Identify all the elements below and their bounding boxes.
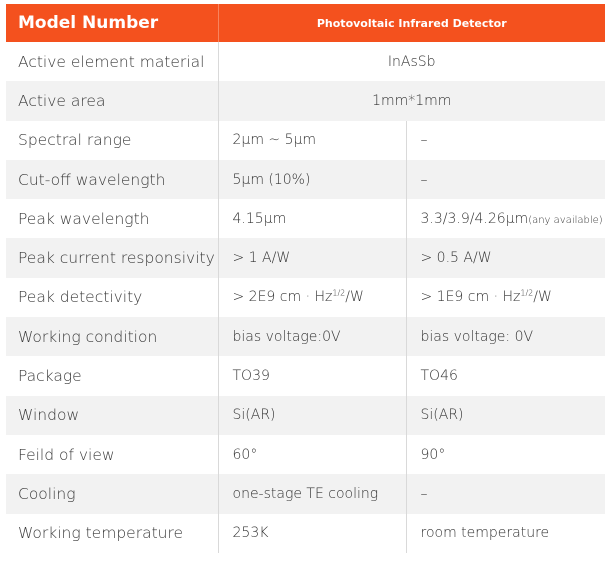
row-value-model-1: 4.15μm (218, 199, 406, 238)
detectivity-unit: /W (345, 289, 364, 306)
row-label: Active element material (6, 42, 218, 81)
row-label: Working temperature (6, 514, 218, 553)
table-row (6, 474, 605, 513)
row-value-model-1: bias voltage:0V (218, 317, 406, 356)
row-value-model-2 (406, 199, 605, 238)
row-value-model-2: – (420, 132, 428, 149)
table-row (6, 396, 605, 435)
table-row (6, 160, 605, 199)
row-label: Cooling (6, 474, 218, 513)
model-number-header: Model Number (6, 4, 218, 42)
row-value: 1mm*1mm (218, 81, 605, 120)
row-label: Window (6, 396, 218, 435)
table-row (6, 199, 605, 238)
table-row (6, 356, 605, 395)
row-label: Peak current responsivity (6, 238, 218, 277)
row-label: Cut-off wavelength (6, 160, 218, 199)
row-value-model-2: > 0.5 A/W (406, 238, 605, 277)
table-row (6, 42, 605, 81)
table-header (6, 4, 605, 42)
row-label: Peak detectivity (6, 278, 218, 317)
row-value-model-2: – (406, 474, 605, 513)
row-label: Peak wavelength (6, 199, 218, 238)
spec-table (6, 4, 605, 553)
product-title-header: Photovoltaic Infrared Detector (218, 4, 605, 42)
peak-wavelength-value: 3.3/3.9/4.26μm (420, 210, 529, 227)
row-value-model-2 (406, 278, 605, 317)
row-value-model-2: room temperature (420, 525, 550, 542)
row-value: InAsSb (387, 53, 436, 70)
row-value-model-2: bias voltage: 0V (406, 317, 605, 356)
row-value-model-2: TO46 (420, 368, 458, 385)
table-row (6, 81, 605, 120)
row-label: Active area (6, 81, 218, 120)
detectivity-value: > 2E9 cm · Hz (232, 289, 333, 306)
row-label: Working condition (6, 317, 218, 356)
exponent: 1/2 (332, 288, 346, 298)
row-value-model-2: Si(AR) (406, 396, 605, 435)
row-value-model-1: Si(AR) (218, 396, 406, 435)
row-value-model-1: one-stage TE cooling (218, 474, 406, 513)
row-value-model-2: – (406, 160, 605, 199)
table-row (6, 121, 605, 160)
table-row (6, 317, 605, 356)
row-value-model-1: 2μm ~ 5μm (218, 121, 406, 160)
row-value-model-2: 90° (420, 446, 446, 463)
row-value-model-1: > 1 A/W (218, 238, 406, 277)
availability-note: (any available) (528, 214, 603, 226)
detectivity-value: > 1E9 cm · Hz (420, 289, 521, 306)
table-row (6, 238, 605, 277)
row-label: Package (6, 356, 218, 395)
row-value-model-1 (218, 278, 406, 317)
row-value-model-1: 253K (218, 514, 406, 553)
table-row (6, 435, 605, 474)
table-row (6, 278, 605, 317)
row-value-model-1: 5μm (10%) (218, 160, 406, 199)
row-value-model-1: TO39 (218, 356, 406, 395)
table-row (6, 514, 605, 553)
detectivity-unit: /W (533, 289, 552, 306)
exponent: 1/2 (520, 288, 534, 298)
row-label: Spectral range (6, 121, 218, 160)
row-value-model-1: 60° (218, 435, 406, 474)
row-label: Feild of view (6, 435, 218, 474)
